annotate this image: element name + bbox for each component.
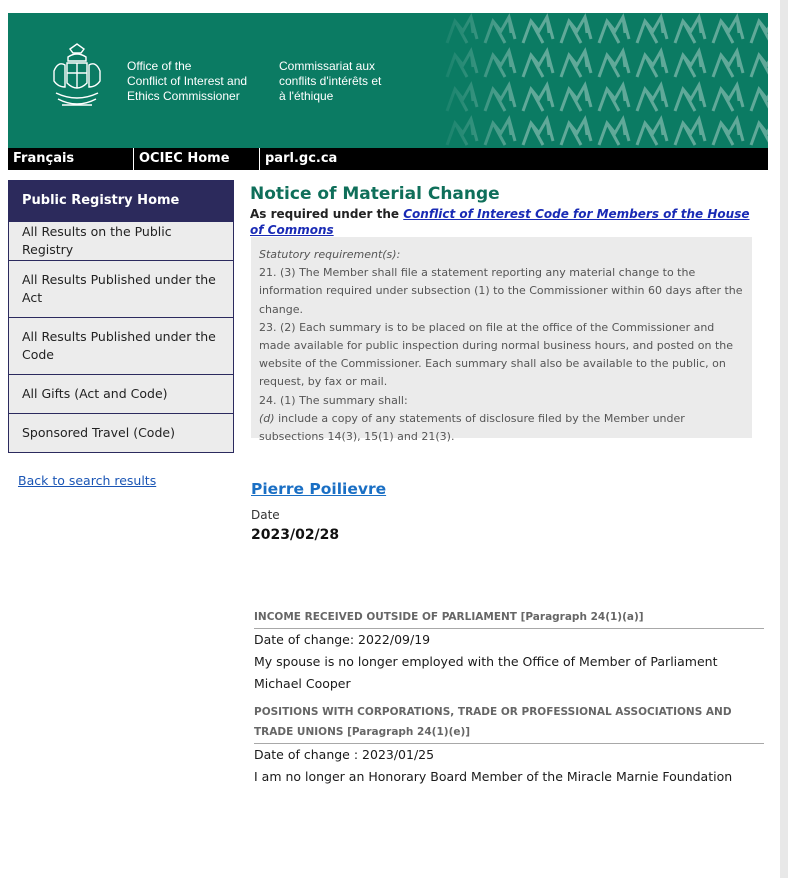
registry-sidebar: [8, 180, 234, 453]
coat-of-arms-icon: [48, 41, 106, 113]
date-value: 2023/02/28: [251, 527, 340, 543]
sidebar-item-sponsored-travel[interactable]: Sponsored Travel (Code): [9, 413, 233, 452]
statutory-clause-label: (d): [259, 411, 275, 425]
decorative-leaf-pattern: [443, 13, 768, 148]
sidebar-item-public-registry-home[interactable]: Public Registry Home: [9, 181, 233, 221]
statutory-paragraph: 21. (3) The Member shall file a statement reporting any material change to the information required under subsection (1) to the Commissioner within 60 days after the change.: [259, 266, 743, 316]
statutory-requirements-box: [251, 237, 752, 444]
page-scrollbar[interactable]: [780, 0, 788, 878]
statutory-clause-text: include a copy of any statements of disclosure filed by the Member under subsections 14(3), 15(1) and 21(3).: [259, 411, 685, 444]
top-navigation: [8, 148, 768, 170]
change-section: [254, 607, 764, 695]
date-of-change: Date of change : 2023/01/25: [254, 747, 435, 762]
sidebar-item-all-gifts[interactable]: All Gifts (Act and Code): [9, 374, 233, 413]
change-description: My spouse is no longer employed with the Office of Member of Parliament Michael Cooper: [254, 654, 718, 691]
section-heading: POSITIONS WITH CORPORATIONS, TRADE OR PROFESSIONAL ASSOCIATIONS AND TRADE UNIONS [Paragraph 24(1)(e)]: [254, 702, 764, 744]
nav-parl-link[interactable]: parl.gc.ca: [259, 148, 768, 170]
sidebar-item-results-act[interactable]: All Results Published under the Act: [9, 260, 233, 317]
page-subtitle: [250, 206, 765, 238]
nav-ociec-home-link[interactable]: OCIEC Home: [133, 148, 259, 170]
org-name-english: Office of the Conflict of Interest and Ethics Commissioner: [127, 59, 248, 103]
member-name-link[interactable]: Pierre Poilievre: [251, 480, 387, 498]
code-link[interactable]: Conflict of Interest Code for Members of the House of Commons: [250, 207, 750, 237]
org-name-french: Commissariat aux conflits d'intérêts et à l'éthique: [279, 59, 382, 103]
statutory-paragraph: 23. (2) Each summary is to be placed on file at the office of the Commissioner and made available for public inspection during normal business hours, and posted on the website of the Commissioner. Each summary shall also be available to the public, on request, by fax or mail.: [259, 320, 734, 389]
statutory-paragraph: [259, 410, 744, 446]
page-title: Notice of Material Change: [250, 184, 500, 204]
statutory-heading: Statutory requirement(s):: [259, 248, 401, 261]
nav-francais-link[interactable]: Français: [13, 151, 75, 166]
statutory-paragraph: 24. (1) The summary shall:: [259, 393, 408, 407]
sidebar-item-results-code[interactable]: All Results Published under the Code: [9, 317, 233, 374]
site-header: [8, 13, 768, 148]
date-label: Date: [251, 508, 280, 522]
notice-header: [250, 182, 765, 238]
section-heading: INCOME RECEIVED OUTSIDE OF PARLIAMENT [Paragraph 24(1)(a)]: [254, 607, 764, 629]
sidebar-item-all-results[interactable]: All Results on the Public Registry: [9, 221, 233, 260]
change-section: [254, 702, 764, 788]
subtitle-prefix: As required under the: [250, 207, 404, 221]
date-of-change: Date of change: 2022/09/19: [254, 632, 431, 647]
change-description: I am no longer an Honorary Board Member of the Miracle Marnie Foundation: [254, 769, 733, 784]
back-to-search-link[interactable]: Back to search results: [18, 473, 157, 488]
